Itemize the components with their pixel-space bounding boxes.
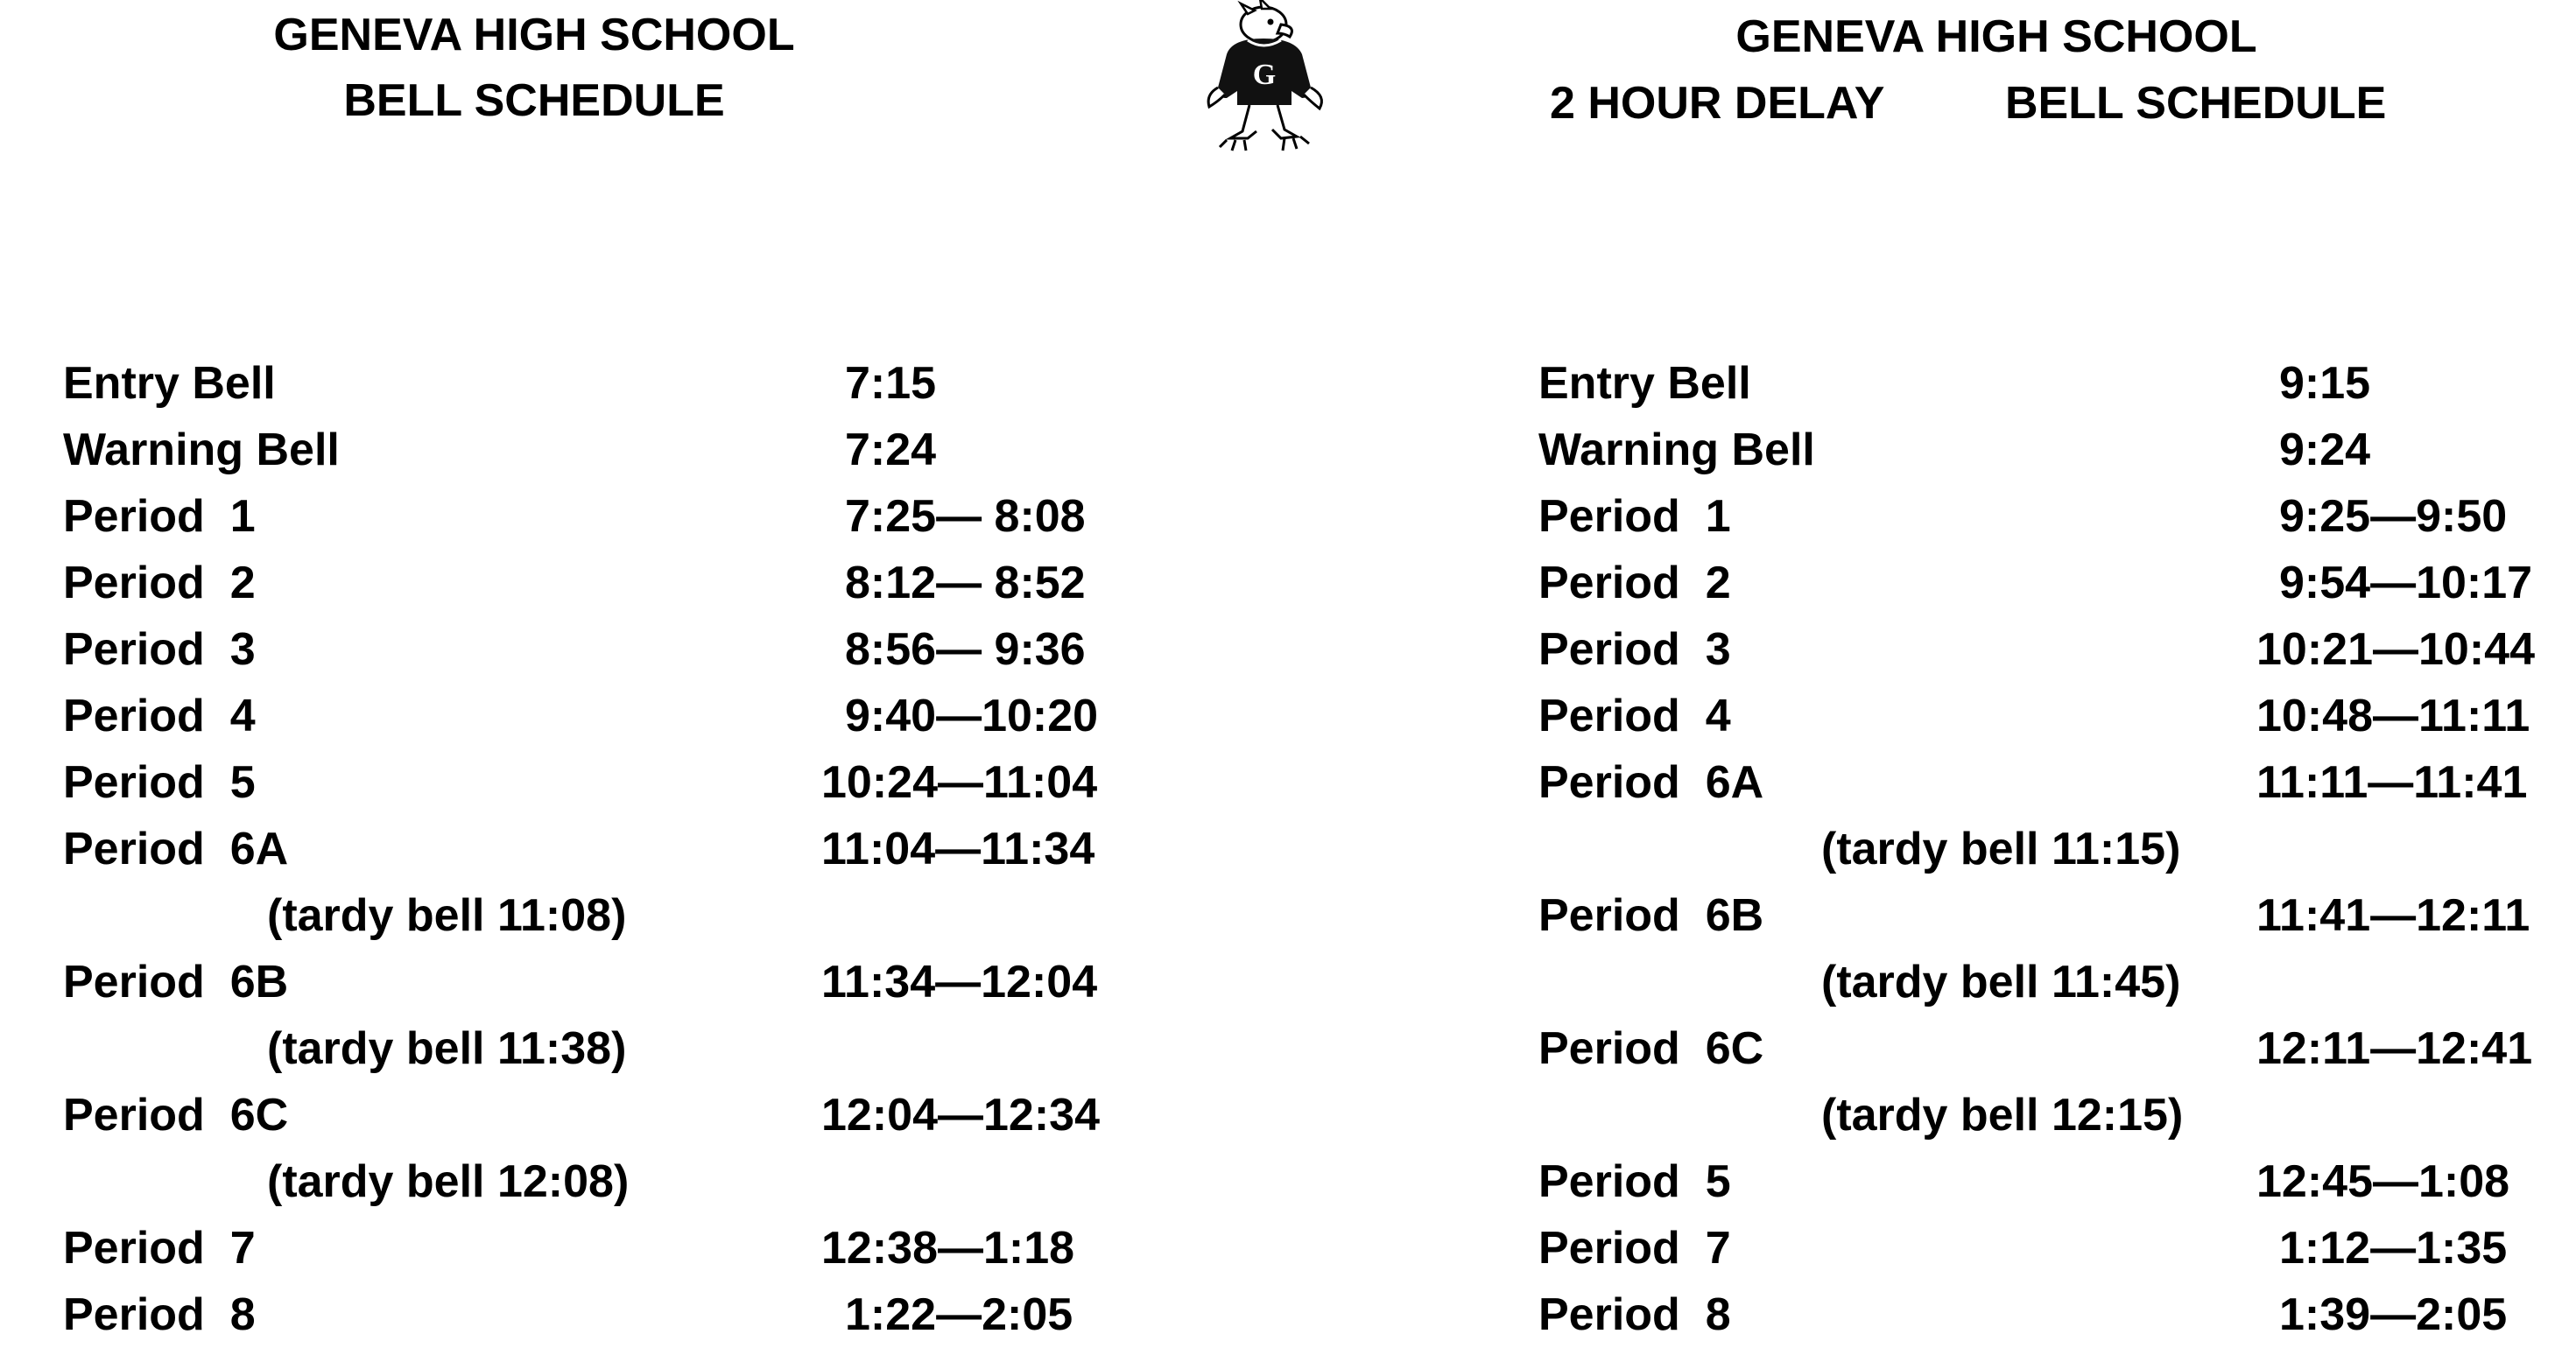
row-time: 10:24—11:04: [821, 757, 1098, 808]
row-time: 7:24: [845, 425, 937, 475]
right-row-period-5: [1538, 1148, 2572, 1215]
right-row-period-3: [1538, 616, 2572, 683]
right-row-period-6b: [1538, 882, 2572, 949]
left-row-period-4: [63, 683, 1166, 749]
tardy-note: (tardy bell 12:08): [267, 1156, 630, 1207]
right-row-period-7: [1538, 1215, 2572, 1281]
left-row-period-6a: [63, 816, 1166, 882]
row-label: Period 6B: [1538, 890, 1764, 941]
row-label: Period 7: [63, 1223, 256, 1274]
row-time: 7:15: [845, 358, 937, 409]
row-label: Period 6A: [1538, 757, 1764, 808]
row-label: Warning Bell: [1538, 425, 1815, 475]
row-label: Period 4: [1538, 691, 1731, 741]
row-label: Entry Bell: [63, 358, 276, 409]
row-label: Period 8: [1538, 1289, 1731, 1340]
left-row-tardy-6a: [63, 882, 1166, 949]
tardy-note: (tardy bell 11:08): [267, 890, 627, 941]
left-row-period-2: [63, 550, 1166, 616]
right-row-period-6a: [1538, 749, 2572, 816]
right-row-tardy-6b: [1538, 949, 2572, 1015]
row-label: Period 6B: [63, 957, 289, 1007]
tardy-note: (tardy bell 11:38): [267, 1023, 627, 1074]
left-row-period-6b: [63, 949, 1166, 1015]
left-row-tardy-6b: [63, 1015, 1166, 1082]
row-time: 12:45—1:08: [2256, 1156, 2510, 1207]
eagle-mascot-logo: [1186, 0, 1353, 158]
row-time: 12:04—12:34: [821, 1090, 1100, 1141]
row-label: Period 3: [63, 624, 256, 675]
right-school-title: GENEVA HIGH SCHOOL: [1735, 11, 2257, 62]
row-label: Period 6A: [63, 824, 289, 874]
row-label: Period 2: [1538, 558, 1731, 608]
row-time: 11:11—11:41: [2256, 757, 2528, 808]
left-schedule-title: BELL SCHEDULE: [343, 75, 725, 126]
left-school-title: GENEVA HIGH SCHOOL: [273, 10, 795, 60]
row-time: 1:12—1:35: [2279, 1223, 2508, 1274]
row-label: Period 5: [63, 757, 256, 808]
row-time: 9:54—10:17: [2279, 558, 2533, 608]
left-row-period-7: [63, 1215, 1166, 1281]
right-row-period-2: [1538, 550, 2572, 616]
left-row-entry-bell: [63, 350, 1166, 417]
right-schedule-subtitle: BELL SCHEDULE: [2005, 78, 2387, 129]
right-row-period-1: [1538, 483, 2572, 550]
right-row-entry-bell: [1538, 350, 2572, 417]
left-row-tardy-6c: [63, 1148, 1166, 1215]
row-time: 7:25— 8:08: [845, 491, 1086, 542]
right-row-period-8: [1538, 1281, 2572, 1348]
left-row-period-3: [63, 616, 1166, 683]
left-row-period-6c: [63, 1082, 1166, 1148]
row-time: 9:40—10:20: [845, 691, 1099, 741]
row-time: 9:24: [2279, 425, 2371, 475]
left-row-warning-bell: [63, 417, 1166, 483]
tardy-note: (tardy bell 11:45): [1821, 957, 2181, 1007]
row-label: Period 3: [1538, 624, 1731, 675]
logo-letter: G: [1252, 59, 1277, 91]
right-row-tardy-6c: [1538, 1082, 2572, 1148]
row-time: 12:11—12:41: [2256, 1023, 2533, 1074]
right-row-period-6c: [1538, 1015, 2572, 1082]
right-delay-subtitle: 2 HOUR DELAY: [1550, 78, 1885, 129]
row-label: Period 8: [63, 1289, 256, 1340]
row-label: Period 1: [1538, 491, 1731, 542]
tardy-note: (tardy bell 11:15): [1821, 824, 2181, 874]
row-label: Entry Bell: [1538, 358, 1751, 409]
row-label: Warning Bell: [63, 425, 340, 475]
row-label: Period 5: [1538, 1156, 1731, 1207]
row-time: 1:22—2:05: [845, 1289, 1073, 1340]
row-time: 12:38—1:18: [821, 1223, 1075, 1274]
row-time: 11:04—11:34: [821, 824, 1095, 874]
row-time: 1:39—2:05: [2279, 1289, 2508, 1340]
row-time: 10:21—10:44: [2256, 624, 2535, 675]
row-label: Period 2: [63, 558, 256, 608]
row-time: 11:41—12:11: [2256, 890, 2530, 941]
right-row-period-4: [1538, 683, 2572, 749]
row-time: 9:25—9:50: [2279, 491, 2508, 542]
row-time: 10:48—11:11: [2256, 691, 2530, 741]
left-row-period-8: [63, 1281, 1166, 1348]
row-label: Period 6C: [63, 1090, 289, 1141]
left-row-period-1: [63, 483, 1166, 550]
left-row-period-5: [63, 749, 1166, 816]
row-time: 8:12— 8:52: [845, 558, 1086, 608]
right-row-tardy-6a: [1538, 816, 2572, 882]
row-label: Period 7: [1538, 1223, 1731, 1274]
right-row-warning-bell: [1538, 417, 2572, 483]
row-label: Period 6C: [1538, 1023, 1764, 1074]
row-time: 8:56— 9:36: [845, 624, 1086, 675]
row-time: 9:15: [2279, 358, 2371, 409]
row-label: Period 4: [63, 691, 256, 741]
tardy-note: (tardy bell 12:15): [1821, 1090, 2184, 1141]
row-label: Period 1: [63, 491, 256, 542]
row-time: 11:34—12:04: [821, 957, 1098, 1007]
